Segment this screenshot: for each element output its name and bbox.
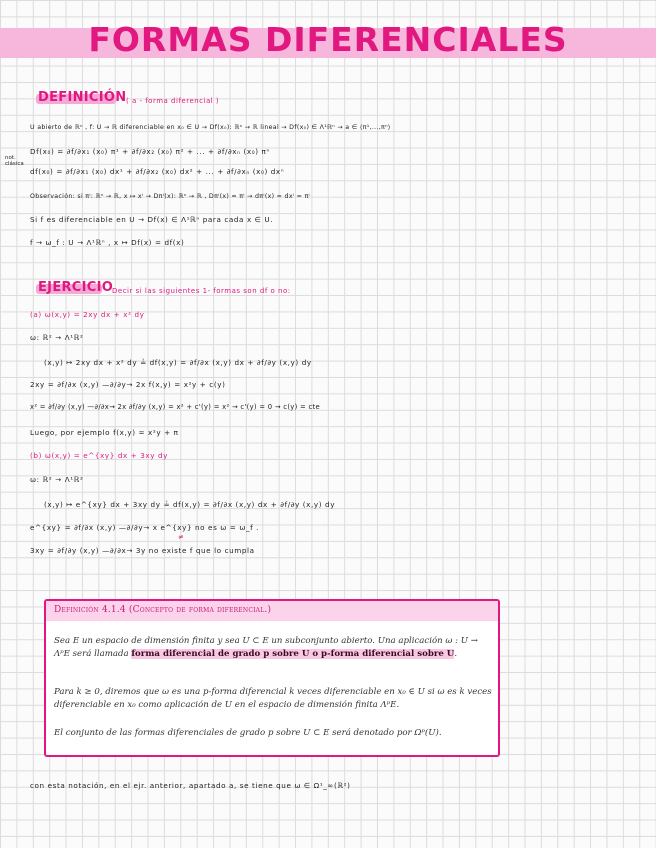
part-b-line-1: ω: ℝ² → Λ¹ℝ²	[30, 475, 84, 484]
not-equal-mark: ≠	[178, 533, 185, 541]
definition-p1-end: .	[454, 649, 458, 659]
ejercicio-part-a: (a) ω(x,y) = 2xy dx + x² dy	[30, 310, 145, 319]
part-a-line-1: ω: ℝ² → Λ¹ℝ²	[30, 333, 84, 342]
ejercicio-part-b: (b) ω(x,y) = e^{xy} dx + 3xy dy	[30, 451, 169, 460]
part-b-line-3: e^{xy} = ∂f/∂x (x,y) —∂/∂y→ x e^{xy} no es ω = ω_f .	[30, 523, 260, 532]
definicion-line-1: U abierto de ℝⁿ , f: U → ℝ diferenciable en x₀ ∈ U → Df(x₀): ℝⁿ → ℝ lineal → Df(x₀) ∈ Λ¹ℝⁿ → a ∈ ⟨π¹,...,πⁿ⟩	[30, 124, 391, 131]
part-b-line-2: (x,y) ↦ e^{xy} dx + 3xy dy ≟ df(x,y) = ∂f/∂x (x,y) dx + ∂f/∂y (x,y) dy	[44, 500, 336, 509]
definition-p1-text: Sea E un espacio de dimensión finita y sea U ⊂ E un subconjunto abierto. Una aplicación ω : U → ΛᵖE será llamada	[54, 636, 478, 659]
definicion-aside: ( a - forma diferencial )	[126, 97, 220, 105]
part-a-line-2: (x,y) ↦ 2xy dx + x² dy ≟ df(x,y) = ∂f/∂x (x,y) dx + ∂f/∂y (x,y) dy	[44, 358, 312, 367]
part-a-line-4: x² = ∂f/∂y (x,y) —∂/∂x→ 2x ∂f/∂y (x,y) = x² + c'(y) = x² → c'(y) = 0 → c(y) = cte	[30, 403, 320, 411]
definition-paragraph-3: El conjunto de las formas diferenciales de grado p sobre U ⊂ E será denotado por Ωᵖ(U).	[54, 728, 442, 738]
page-title: FORMAS DIFERENCIALES	[88, 20, 568, 59]
definition-box-title: Definición 4.1.4 (Concepto de forma diferencial.)	[54, 605, 272, 615]
ejercicio-aside: Decir si las siguientes 1- formas son df o no:	[112, 287, 291, 295]
footer-note: con esta notación, en el ejr. anterior, apartado a, se tiene que ω ∈ Ω¹_∞(ℝ²)	[30, 781, 351, 790]
definicion-line-6: f → ω_f : U → Λ¹ℝⁿ , x ↦ Df(x) = df(x)	[30, 238, 185, 247]
part-a-line-5: Luego, por ejemplo f(x,y) = x²y + π	[30, 428, 179, 437]
definition-paragraph-1	[54, 635, 494, 661]
definicion-line-5: Si f es diferenciable en U → Df(x) ∈ Λ¹ℝⁿ para cada x ∈ U.	[30, 215, 274, 224]
definicion-line-4: Observación: si πⁱ: ℝⁿ → ℝ, x ↦ xⁱ → Dπⁱ(x): ℝⁿ → ℝ , Dπⁱ(x) = πⁱ → dπⁱ(x) = dxⁱ = πⁱ	[30, 193, 310, 200]
part-a-line-3: 2xy = ∂f/∂x (x,y) —∂/∂y→ 2x f(x,y) = x²y + c(y)	[30, 380, 226, 389]
definicion-line-3: df(x₀) = ∂f/∂x₁ (x₀) dx¹ + ∂f/∂x₂ (x₀) dx² + ... + ∂f/∂xₙ (x₀) dxⁿ	[30, 167, 285, 176]
definition-box	[44, 599, 500, 757]
definicion-heading: DEFINICIÓN	[38, 90, 127, 105]
definition-paragraph-2: Para k ≥ 0, diremos que ω es una p-forma diferencial k veces diferenciable en x₀ ∈ U si ω es k veces diferenciable en x₀ como aplicación de U en el espacio de dimensión finita ΛᵖE.	[54, 687, 492, 710]
definicion-line-2: Df(x₀) = ∂f/∂x₁ (x₀) π¹ + ∂f/∂x₂ (x₀) π² + ... + ∂f/∂xₙ (x₀) πⁿ	[30, 147, 270, 156]
side-note: not. clásica	[5, 155, 24, 167]
definition-emphasis: forma diferencial de grado p sobre U o p-forma diferencial sobre U	[131, 649, 455, 659]
ejercicio-heading: EJERCICIO	[38, 280, 114, 295]
part-b-line-4: 3xy = ∂f/∂y (x,y) —∂/∂x→ 3y no existe f que lo cumpla	[30, 546, 255, 555]
